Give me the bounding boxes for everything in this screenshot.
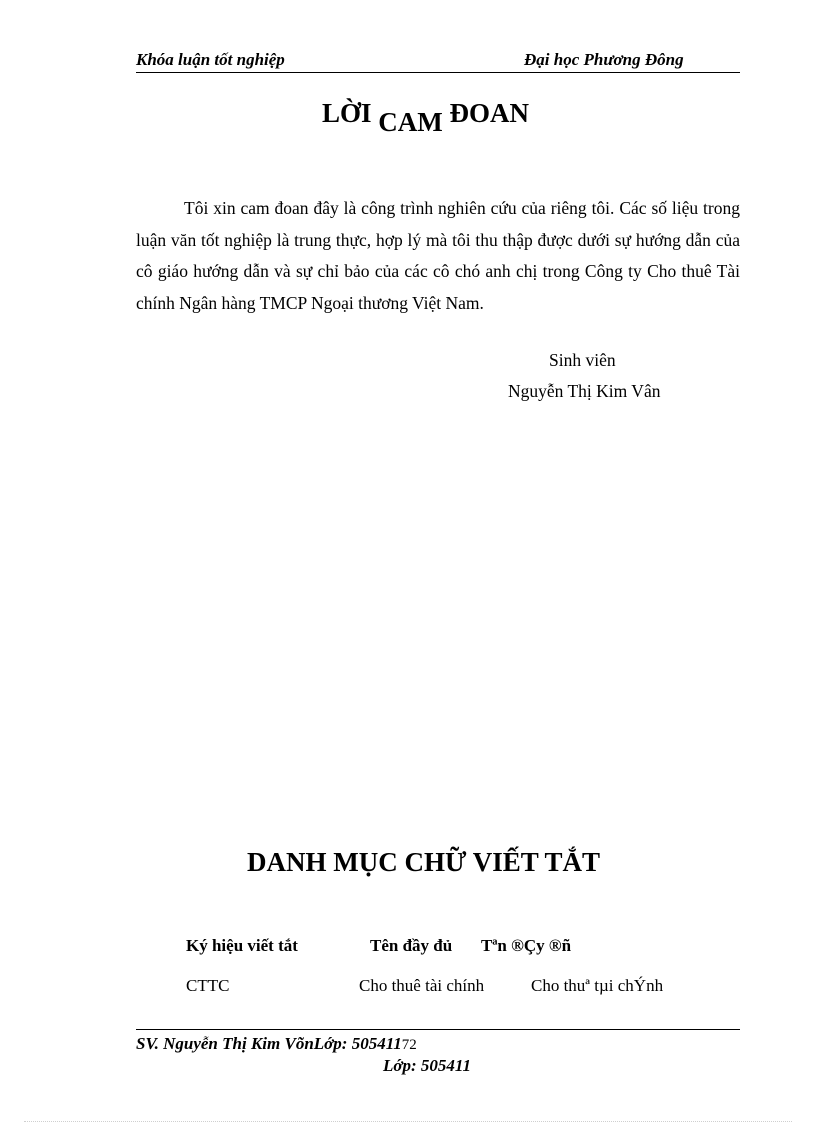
table-header-full-name-garbled: Tªn ®Çy ®ñ [481, 936, 572, 955]
header-right-text: Đại học Phương Đông [524, 50, 684, 69]
declaration-title [322, 98, 530, 137]
footer-line-2: Lớp: 505411 [383, 1056, 471, 1075]
footer-line-1 [136, 1034, 417, 1054]
footer-page-number: 72 [401, 1037, 417, 1053]
page-bottom-divider [24, 1121, 792, 1122]
signature-name: Nguyễn Thị Kim Vân [508, 381, 661, 401]
footer-rule [136, 1029, 740, 1030]
header-rule [136, 72, 740, 73]
table-header-full-name: Tên đầy đủ [370, 936, 453, 955]
declaration-title-word-1: LỜI [322, 98, 372, 128]
declaration-title-word-3: ĐOAN [449, 98, 530, 128]
signature-role: Sinh viên [549, 350, 616, 370]
table-header-abbreviation: Ký hiệu viết tắt [186, 936, 298, 955]
footer-student-text: SV. Nguyễn Thị Kim VõnLớp: 505411 [136, 1034, 402, 1053]
table-cell-full-name-garbled: Cho thuª tµi chÝnh [531, 976, 664, 995]
declaration-title-word-2: CAM [378, 107, 443, 137]
table-cell-abbreviation: CTTC [186, 976, 230, 995]
header-left-text: Khóa luận tốt nghiệp [136, 50, 285, 69]
table-cell-full-name: Cho thuê tài chính [359, 976, 485, 995]
abbreviations-title: DANH MỤC CHỮ VIẾT TẮT [247, 847, 601, 877]
declaration-paragraph: Tôi xin cam đoan đây là công trình nghiên cứu của riêng tôi. Các số liệu trong luận văn tốt nghiệp là trung thực, hợp lý mà tôi thu thập được dưới sự hướng dẫn của cô giáo hướng dẫn và sự chỉ bảo của các cô chó anh chị trong Công ty Cho thuê Tài chính Ngân hàng TMCP Ngoại thương Việt Nam. [136, 198, 740, 313]
